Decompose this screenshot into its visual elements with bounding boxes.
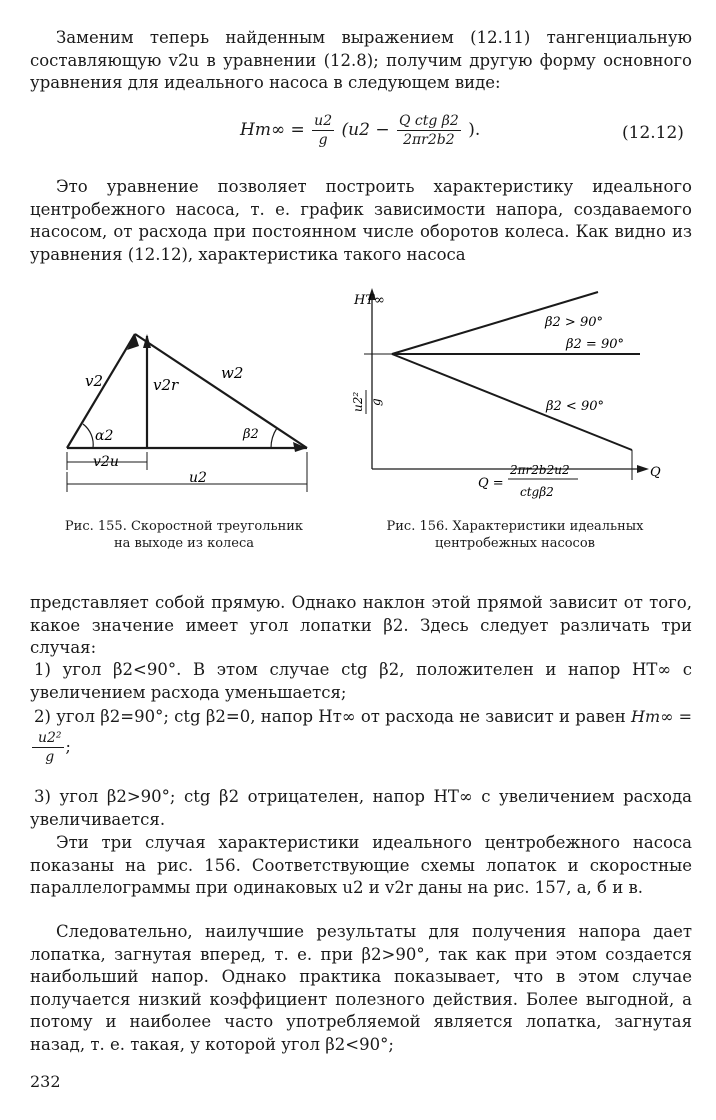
- label-beta-lt-90: β2 < 90°: [546, 399, 604, 414]
- equation-12-12: [240, 112, 480, 149]
- label-u2: u2: [189, 470, 207, 486]
- alpha2-arc: [83, 424, 93, 448]
- figure-156-caption: Рис. 156. Характеристики идеальных центробежных насосов: [386, 519, 644, 551]
- label-v2u: v2u: [93, 454, 119, 470]
- label-beta2: β2: [243, 427, 259, 442]
- label-q-lhs: Q =: [478, 476, 504, 491]
- label-v2r: v2r: [153, 376, 179, 394]
- case-3: 3) угол β2>90°; ctg β2 отрицателен, напор HТ∞ с увеличением расхода увеличивается.: [30, 787, 692, 829]
- label-H: HТ∞: [354, 293, 385, 308]
- u2g-dimension: [364, 354, 392, 466]
- figure-155-velocity-triangle: [55, 320, 325, 500]
- svg-text:u2²: u2²: [351, 391, 365, 412]
- eq-lhs: Hт∞ =: [240, 120, 305, 140]
- label-v2: v2: [85, 372, 104, 390]
- figure-156-characteristics: [340, 284, 685, 502]
- label-q-den: ctgβ2: [520, 485, 554, 499]
- label-q-num: 2πr2b2u2: [510, 463, 570, 477]
- svg-text:g: g: [369, 398, 383, 406]
- label-u2g: [351, 390, 383, 414]
- paragraph-characteristic: Это уравнение позволяет построить характеристику идеального центробежного насоса, т. е. график зависимости напора, создаваемого насосом, от расхода при постоянном числе оборотов колеса. Как видно из уравнения (12.12), характеристика такого насоса: [30, 177, 692, 264]
- paragraph-slope: представляет собой прямую. Однако наклон этой прямой зависит от того, какое значение имеет угол лопатки β2. Здесь следует различать три случая:: [30, 593, 692, 657]
- label-beta-gt-90: β2 > 90°: [545, 315, 603, 330]
- x-axis-arrow: [637, 465, 649, 473]
- case-1: 1) угол β2<90°. В этом случае ctg β2, положителен и напор HТ∞ с увеличением расхода уменьшается;: [30, 660, 692, 702]
- eq-fraction-q: $\frac{\text{Q ctg β2}}{2\pi r2b2}$: [398, 113, 459, 148]
- paragraph-intro: Заменим теперь найденным выражением (12.11) тангенциальную составляющую v2u в уравнении (12.8); получим другую форму основного уравнения для идеального насоса в следующем виде:: [30, 28, 692, 92]
- paragraph-conclusion: Следовательно, наилучшие результаты для получения напора дает лопатка, загнутая вперед, т. е. при β2>90°, так как при этом создается наибольший напор. Однако практика показывает, что в этом случае получается низкий коэффициент полезного действия. Более выгодной, а потому и наиболее часто употребляемой является лопатка, загнутая назад, т. е. такая, у которой угол β2<90°;: [30, 922, 692, 1054]
- eq-paren-close: ).: [468, 120, 481, 140]
- equation-number: (12.12): [622, 123, 684, 143]
- label-w2: w2: [221, 364, 244, 382]
- label-Q: Q: [650, 465, 661, 480]
- label-alpha2: α2: [95, 428, 114, 444]
- beta2-arc: [271, 428, 277, 448]
- eq-fraction-u2-g: $\frac{u2}{g}$: [314, 113, 333, 148]
- eq-paren-open: (u2 −: [341, 120, 390, 140]
- label-beta-eq-90: β2 = 90°: [566, 337, 624, 352]
- case-2-formula: Hт∞ = $\frac{\text{u2²}}{g}$ ;: [30, 707, 692, 756]
- paragraph-fig-reference: Эти три случая характеристики идеального центробежного насоса показаны на рис. 156. Соответствующие схемы лопаток и скоростные параллелограммы при одинаковых u2 и v2r даны на рис. 157, а, б и в.: [30, 833, 692, 897]
- case-2: 2) угол β2=90°; ctg β2=0, напор Hт∞ от расхода не зависит и равен Hт∞ = $\frac{\text{u2²}}{g}$ ;: [30, 706, 692, 766]
- page-number: 232: [30, 1072, 61, 1091]
- figure-155-caption: Рис. 155. Скоростной треугольник на выходе из колеса: [64, 519, 304, 551]
